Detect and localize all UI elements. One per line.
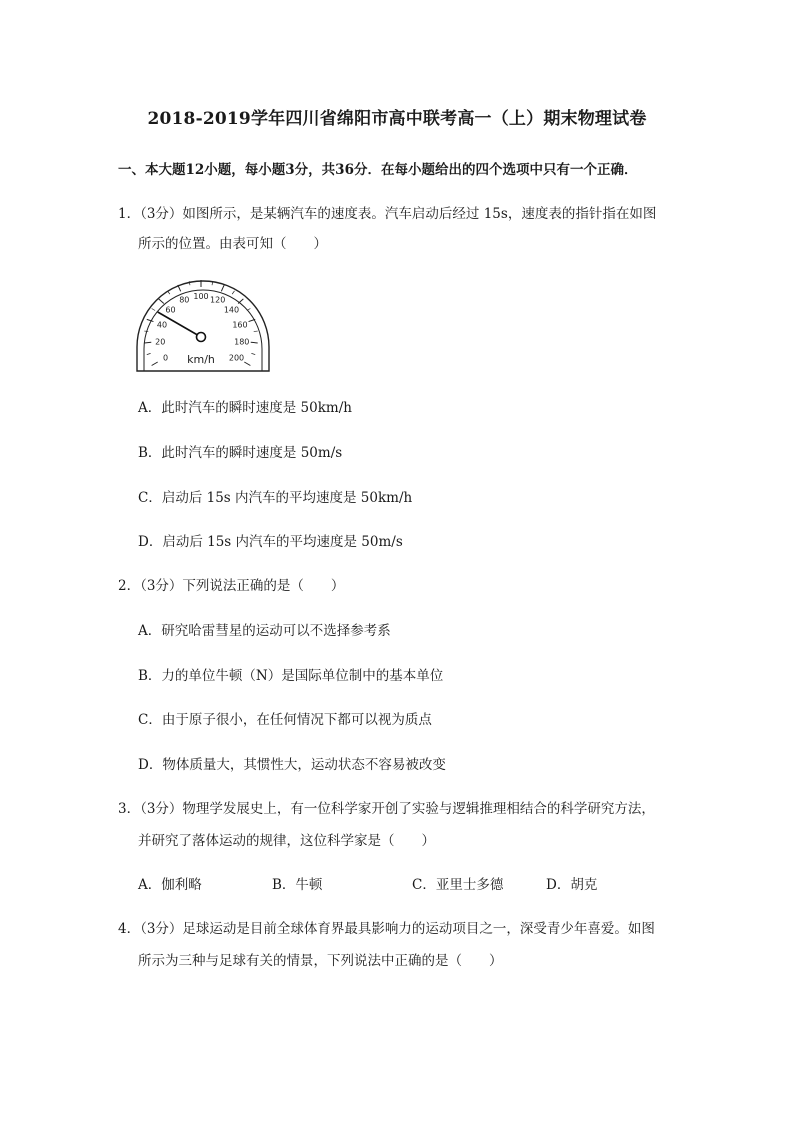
speedometer-hub [197, 333, 206, 342]
speedometer-tick [232, 291, 234, 294]
speedometer-label-160: 160 [232, 320, 248, 330]
question-2-option-b: B．力的单位牛顿（N）是国际单位制中的基本单位 [138, 668, 444, 684]
question-1-stem-line-1: 1．（3分）如图所示，是某辆汽车的速度表。汽车启动后经过 15s，速度表的指针指在如图 [118, 206, 657, 222]
question-3-stem-line-1: 3．（3分）物理学发展史上，有一位科学家开创了实验与逻辑推理相结合的科学研究方法， [118, 801, 655, 817]
question-2-option-d: D．物体质量大，其惯性大，运动状态不容易被改变 [138, 757, 446, 773]
speedometer-figure [134, 277, 272, 373]
speedometer-label-60: 60 [165, 305, 176, 315]
speedometer-tick [221, 285, 224, 291]
question-1-stem-line-2: 所示的位置。由表可知（ ） [138, 236, 327, 252]
speedometer-tick [251, 342, 258, 343]
question-1-option-b: B．此时汽车的瞬时速度是 50m/s [138, 445, 343, 461]
speedometer-tick [238, 299, 243, 304]
speedometer-tick [152, 309, 155, 311]
question-2-option-a: A．研究哈雷彗星的运动可以不选择参考系 [138, 623, 391, 639]
question-2-option-c: C．由于原子很小，在任何情况下都可以视为质点 [138, 712, 432, 728]
question-1-option-d: D．启动后 15s 内汽车的平均速度是 50m/s [138, 534, 403, 550]
question-3-option-d: D．胡克 [546, 877, 598, 893]
speedometer-label-100: 100 [193, 292, 209, 301]
question-3-option-c: C．亚里士多德 [412, 877, 504, 893]
question-1-option-c: C．启动后 15s 内汽车的平均速度是 50km/h [138, 490, 413, 506]
speedometer-tick [147, 319, 154, 321]
page-title: 2018-2019学年四川省绵阳市高中联考高一（上）期末物理试卷 [147, 109, 647, 129]
section-heading: 一、本大题12小题，每小题3分，共36分．在每小题给出的四个选项中只有一个正确． [118, 162, 638, 178]
speedometer-unit-label: km/h [187, 353, 215, 366]
speedometer-label-200: 200 [228, 353, 245, 363]
speedometer-tick [144, 342, 151, 343]
speedometer-tick [244, 362, 250, 366]
speedometer-tick [159, 299, 164, 304]
question-3-stem-line-2: 并研究了落体运动的规律，这位科学家是（ ） [138, 833, 435, 849]
question-4-stem-line-2: 所示为三种与足球有关的情景，下列说法中正确的是（ ） [138, 953, 503, 969]
speedometer-label-20: 20 [155, 337, 166, 347]
question-2-stem: 2．（3分）下列说法正确的是（ ） [118, 578, 345, 594]
speedometer-scale-labels [155, 292, 249, 363]
speedometer-tick [249, 319, 256, 321]
speedometer-tick [147, 353, 151, 354]
question-4-stem-line-1: 4．（3分）足球运动是目前全球体育界最具影响力的运动项目之一，深受青少年喜爱。如图 [118, 921, 655, 937]
speedometer-label-180: 180 [234, 337, 250, 347]
speedometer-tick [251, 353, 255, 354]
question-3-option-b: B．牛顿 [272, 877, 323, 893]
speedometer-tick [167, 291, 169, 294]
speedometer-label-80: 80 [179, 295, 190, 305]
speedometer-label-40: 40 [156, 320, 168, 330]
speedometer-label-120: 120 [210, 295, 226, 305]
speedometer-label-140: 140 [223, 305, 240, 315]
speedometer-label-0: 0 [162, 353, 169, 363]
question-1-option-a: A．此时汽车的瞬时速度是 50km/h [138, 400, 352, 416]
speedometer-tick [152, 362, 158, 366]
question-3-option-a: A．伽利略 [138, 877, 202, 893]
